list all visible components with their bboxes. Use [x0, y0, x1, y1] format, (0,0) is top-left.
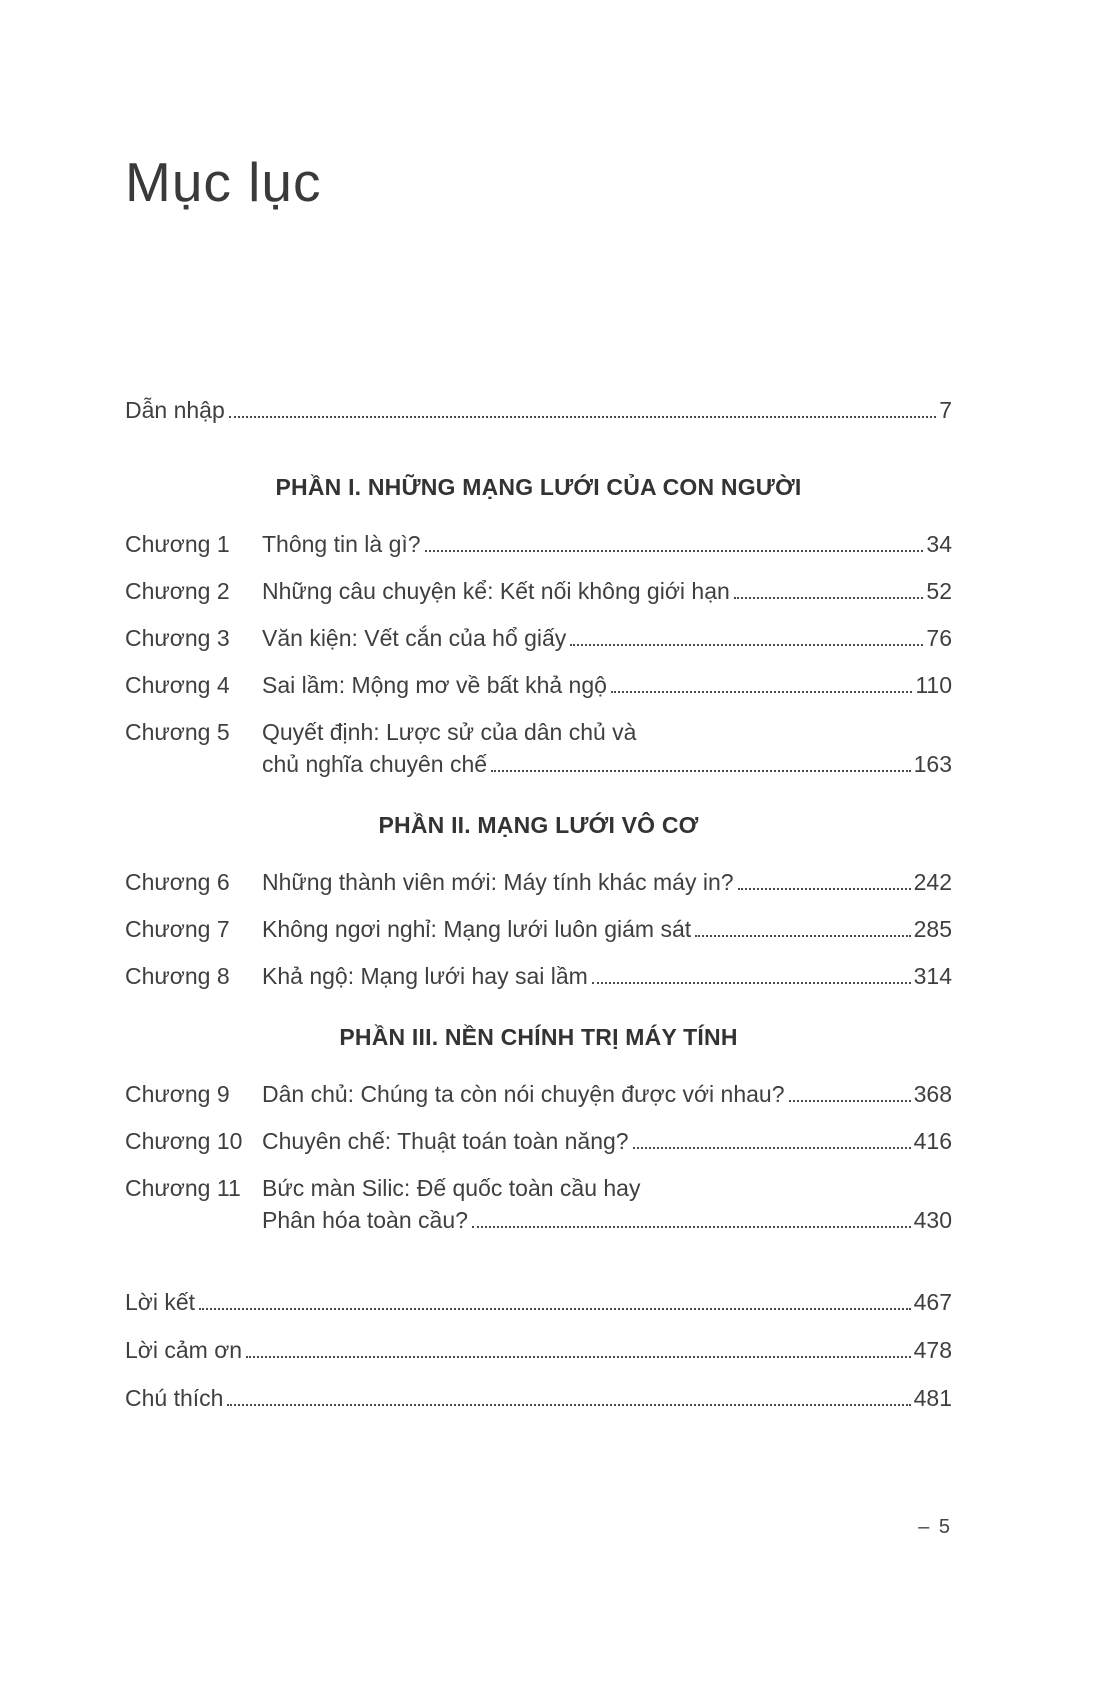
page-title: Mục lục — [125, 151, 322, 213]
chapter-title-line — [262, 748, 952, 780]
footer-page-number: – 5 — [918, 1516, 952, 1538]
chapter-entry — [125, 528, 952, 560]
dot-leader — [425, 550, 924, 552]
toc-content — [125, 0, 952, 1430]
chapter-entry — [125, 669, 952, 701]
page-number: 478 — [913, 1337, 952, 1363]
chapter-label: Chương 1 — [125, 531, 230, 557]
chapter-entry — [125, 716, 952, 780]
chapter-entry — [125, 1125, 952, 1157]
entry-label: Chú thích — [125, 1385, 224, 1411]
chapter-title: Không ngơi nghỉ: Mạng lưới luôn giám sát — [262, 916, 692, 942]
chapter-label: Chương 3 — [125, 625, 230, 651]
dot-leader — [734, 597, 924, 599]
chapter-title-line — [262, 528, 952, 560]
chapter-entry — [125, 913, 952, 945]
page-number: 314 — [913, 963, 952, 989]
dot-leader — [199, 1308, 911, 1310]
toc-section — [125, 1022, 952, 1236]
chapter-label: Chương 2 — [125, 578, 230, 604]
toc-entry — [125, 394, 952, 426]
dot-leader — [227, 1404, 910, 1406]
page-number: 430 — [913, 1207, 952, 1233]
page-number: 285 — [913, 916, 952, 942]
page-number: 416 — [913, 1128, 952, 1154]
page-number: 52 — [926, 578, 952, 604]
chapter-title-line — [262, 1204, 952, 1236]
toc-section — [125, 472, 952, 780]
toc-sections — [125, 472, 952, 1236]
chapter-title: Sai lầm: Mộng mơ về bất khả ngộ — [262, 672, 607, 698]
page-number: 110 — [915, 672, 952, 698]
back-matter — [125, 1286, 952, 1414]
chapter-title: Dân chủ: Chúng ta còn nói chuyện được với nhau? — [262, 1081, 785, 1107]
chapter-title: chủ nghĩa chuyên chế — [262, 751, 488, 777]
chapter-body — [262, 1172, 952, 1236]
chapter-entry — [125, 622, 952, 654]
section-heading: PHẦN III. NỀN CHÍNH TRỊ MÁY TÍNH — [339, 1024, 738, 1050]
chapter-title: Thông tin là gì? — [262, 531, 421, 557]
chapter-title-line — [262, 575, 952, 607]
chapter-label: Chương 8 — [125, 963, 230, 989]
chapter-label: Chương 11 — [125, 1175, 241, 1201]
dot-leader — [491, 770, 911, 772]
page-number: 163 — [913, 751, 952, 777]
chapter-body — [262, 716, 952, 780]
chapter-title: Những câu chuyện kể: Kết nối không giới hạn — [262, 578, 730, 604]
chapter-title-line — [262, 1172, 952, 1204]
chapter-entry — [125, 960, 952, 992]
dot-leader — [611, 691, 912, 693]
dot-leader — [229, 416, 936, 418]
toc-entry — [125, 1334, 952, 1366]
chapter-title: Phân hóa toàn cầu? — [262, 1207, 468, 1233]
chapter-body — [262, 622, 952, 654]
toc-entry — [125, 1382, 952, 1414]
chapter-body — [262, 913, 952, 945]
entry-label: Dẫn nhập — [125, 397, 225, 423]
chapter-list — [125, 1078, 952, 1236]
chapter-label: Chương 6 — [125, 869, 230, 895]
chapter-title: Văn kiện: Vết cắn của hổ giấy — [262, 625, 567, 651]
section-heading: PHẦN I. NHỮNG MẠNG LƯỚI CỦA CON NGƯỜI — [275, 474, 802, 500]
chapter-body — [262, 1078, 952, 1110]
chapter-title-line — [262, 960, 952, 992]
chapter-title: Chuyên chế: Thuật toán toàn năng? — [262, 1128, 629, 1154]
dot-leader — [633, 1147, 911, 1149]
dot-leader — [570, 644, 923, 646]
dot-leader — [592, 982, 911, 984]
page-number: 34 — [926, 531, 952, 557]
chapter-label: Chương 10 — [125, 1128, 243, 1154]
section-heading: PHẦN II. MẠNG LƯỚI VÔ CƠ — [378, 812, 699, 838]
chapter-body — [262, 960, 952, 992]
dot-leader — [472, 1226, 911, 1228]
chapter-label: Chương 5 — [125, 719, 230, 745]
dot-leader — [738, 888, 911, 890]
chapter-title-line — [262, 866, 952, 898]
chapter-body — [262, 1125, 952, 1157]
chapter-list — [125, 866, 952, 992]
chapter-title-line — [262, 913, 952, 945]
chapter-entry — [125, 866, 952, 898]
chapter-entry — [125, 1078, 952, 1110]
page-number: 7 — [939, 397, 952, 423]
chapter-title-line — [262, 1125, 952, 1157]
entry-label: Lời cảm ơn — [125, 1337, 243, 1363]
chapter-title: Những thành viên mới: Máy tính khác máy in? — [262, 869, 734, 895]
chapter-body — [262, 575, 952, 607]
page-number: 467 — [913, 1289, 952, 1315]
toc-section — [125, 810, 952, 992]
chapter-label: Chương 4 — [125, 672, 230, 698]
dot-leader — [246, 1356, 911, 1358]
chapter-list — [125, 528, 952, 780]
page-number: 76 — [926, 625, 952, 651]
chapter-entry — [125, 1172, 952, 1236]
front-matter — [125, 394, 952, 426]
chapter-title: Quyết định: Lược sử của dân chủ và — [262, 719, 637, 745]
chapter-entry — [125, 575, 952, 607]
chapter-title-line — [262, 1078, 952, 1110]
chapter-title-line — [262, 622, 952, 654]
chapter-title: Bức màn Silic: Đế quốc toàn cầu hay — [262, 1175, 641, 1201]
chapter-body — [262, 669, 952, 701]
chapter-title-line — [262, 716, 952, 748]
chapter-title-line — [262, 669, 952, 701]
chapter-body — [262, 528, 952, 560]
page-number: 242 — [913, 869, 952, 895]
page-footer — [918, 1516, 952, 1539]
dot-leader — [789, 1100, 911, 1102]
chapter-body — [262, 866, 952, 898]
entry-label: Lời kết — [125, 1289, 196, 1315]
page-number: 368 — [913, 1081, 952, 1107]
chapter-label: Chương 9 — [125, 1081, 230, 1107]
chapter-label: Chương 7 — [125, 916, 230, 942]
toc-entry — [125, 1286, 952, 1318]
page-number: 481 — [913, 1385, 952, 1411]
chapter-title: Khả ngộ: Mạng lưới hay sai lầm — [262, 963, 588, 989]
dot-leader — [695, 935, 910, 937]
